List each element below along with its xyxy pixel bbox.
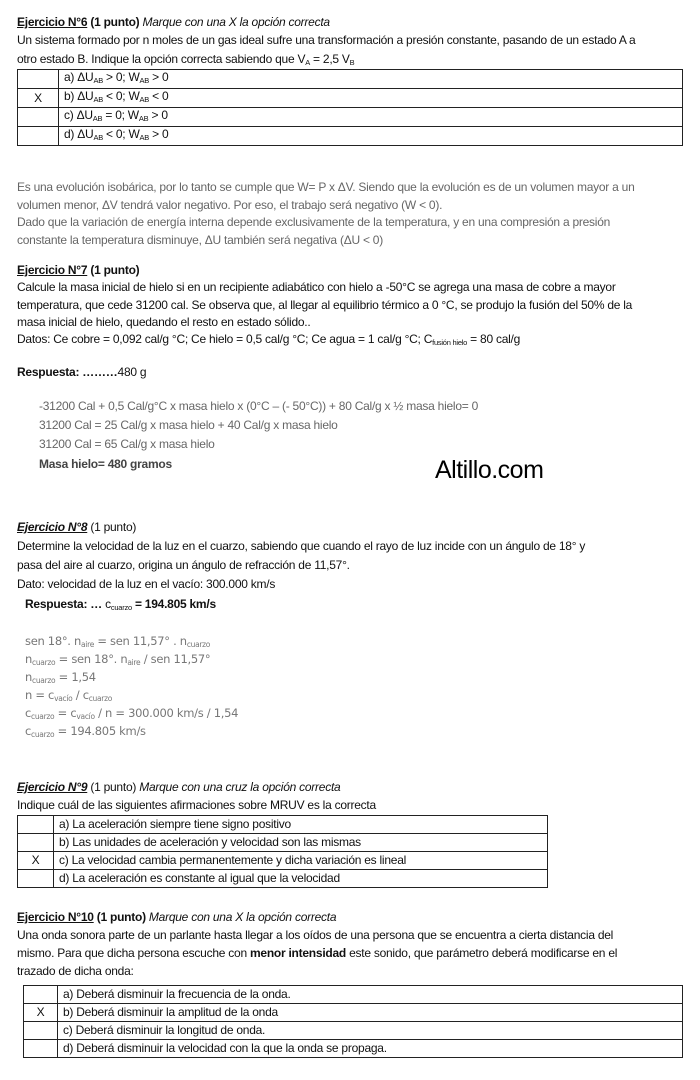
text-segment: > 0; W — [102, 70, 140, 84]
exercise-7-calc-line — [39, 417, 338, 433]
exercise-8-calc-line — [25, 723, 146, 743]
exercise-8-calc-line — [25, 669, 96, 689]
text-segment: c — [25, 706, 32, 720]
option-row — [24, 1004, 683, 1022]
exercise-7-statement — [17, 279, 616, 295]
option-row — [18, 127, 683, 146]
answer-mark-cell[interactable] — [24, 986, 58, 1004]
subscript: aire — [81, 640, 95, 649]
exercise-6-options-table — [17, 69, 683, 146]
text-segment: = 194.805 km/s — [131, 597, 216, 611]
exercise-8-data — [17, 576, 275, 592]
exercise-8-statement — [17, 538, 585, 554]
text-segment: Un sistema formado por n moles de un gas ideal sufre una transformación a presión constante, pasando de un estado A a — [17, 33, 636, 47]
subscript: aire — [127, 658, 141, 667]
text-segment: / n = 300.000 km/s / 1,54 — [94, 706, 239, 720]
exercise-8-answer — [25, 596, 216, 616]
option-text-cell — [59, 127, 683, 146]
subscript: AB — [139, 76, 150, 85]
text-segment: c) Deberá disminuir la longitud de onda. — [63, 1023, 266, 1037]
option-text-cell — [59, 89, 683, 108]
text-segment: Masa hielo= 480 gramos — [39, 457, 172, 471]
exercise-7-heading — [17, 262, 139, 278]
subscript: AB — [92, 114, 103, 123]
text-segment: = sen 11,57° . n — [94, 634, 187, 648]
exercise-7-calc-line — [39, 436, 215, 452]
exercise-8-heading — [17, 519, 136, 535]
exercise-7-result — [39, 456, 172, 472]
answer-mark-cell[interactable] — [24, 1040, 58, 1058]
text-segment: (1 punto) — [87, 15, 143, 29]
option-row — [24, 1022, 683, 1040]
text-segment: = 0; W — [102, 108, 139, 122]
text-segment: n = c — [25, 688, 55, 702]
text-segment: 31200 Cal = 65 Cal/g x masa hielo — [39, 437, 215, 451]
subscript: cuarzo — [88, 694, 113, 703]
exercise-7-answer — [17, 364, 146, 380]
text-segment: Calcule la masa inicial de hielo si en un recipiente adiabático con hielo a -50°C se agrega una masa de cobre a mayor — [17, 280, 616, 294]
exercise-6-explanation — [17, 214, 610, 230]
watermark: Altillo.com — [435, 456, 544, 484]
text-segment: (1 punto) — [87, 263, 140, 277]
option-text-cell — [59, 108, 683, 127]
exercise-10-statement — [17, 945, 617, 961]
text-segment: / sen 11,57° — [140, 652, 211, 666]
text-segment: = 80 cal/g — [467, 332, 521, 346]
option-text-cell — [58, 1022, 683, 1040]
subscript: cuarzo — [31, 712, 55, 721]
text-segment: Determine la velocidad de la luz en el cuarzo, sabiendo que cuando el rayo de luz incide con un ángulo de 18° y — [17, 539, 586, 553]
answer-mark-cell[interactable]: X — [18, 852, 54, 870]
exercise-8-statement — [17, 557, 350, 573]
option-text-cell — [54, 870, 548, 888]
text-segment: Es una evolución isobárica, por lo tanto se cumple que W= P x ΔV. Siendo que la evolución es de un volumen mayor a un — [17, 180, 635, 194]
subscript: AB — [93, 95, 103, 104]
text-segment: < 0 — [149, 89, 169, 103]
subscript: AB — [139, 133, 150, 142]
text-segment: 31200 Cal = 25 Cal/g x masa hielo + 40 Cal/g x masa hielo — [39, 418, 338, 432]
text-segment: este sonido, que parámetro deberá modificarse en el — [345, 946, 618, 960]
exercise-10-statement — [17, 927, 613, 943]
text-segment: < 0; W — [102, 127, 140, 141]
text-segment: b) ΔU — [64, 89, 94, 103]
text-segment: b) Las unidades de aceleración y velocidad son las mismas — [59, 835, 361, 849]
exercise-10-heading — [17, 909, 336, 925]
option-row — [18, 89, 683, 108]
text-segment: mismo. Para que dicha persona escuche con — [17, 946, 250, 960]
text-segment: d) Deberá disminuir la velocidad con la que la onda se propaga. — [63, 1041, 387, 1055]
option-text-cell — [58, 986, 683, 1004]
text-segment: temperatura, que cede 31200 cal. Se observa que, al llegar al equilibrio térmico a 0 °C, se produjo la fusión del 50% de la — [17, 298, 633, 312]
text-segment: Marque con una cruz la opción correcta — [139, 780, 341, 794]
option-row — [24, 986, 683, 1004]
option-text-cell — [54, 852, 548, 870]
subscript: vacío — [54, 694, 73, 703]
text-segment: Respuesta: … — [25, 597, 106, 611]
text-segment: Ejercicio N°6 — [17, 15, 88, 29]
exercise-8-calc-line — [25, 651, 210, 671]
text-segment: (1 punto) — [87, 780, 140, 794]
text-segment: Datos: Ce cobre = 0,092 cal/g °C; Ce hielo = 0,5 cal/g °C; Ce agua = 1 cal/g °C; C — [17, 332, 433, 346]
text-segment: > 0 — [149, 127, 169, 141]
subscript: AB — [93, 133, 103, 142]
exercise-7-calc-line — [39, 398, 478, 414]
exercise-6-explanation — [17, 232, 383, 248]
text-segment: (1 punto) — [87, 520, 137, 534]
subscript: AB — [138, 114, 149, 123]
option-row — [18, 834, 548, 852]
text-segment: > 0 — [148, 108, 168, 122]
answer-mark-cell[interactable] — [18, 834, 54, 852]
exercise-8-calc-line — [25, 687, 112, 707]
exercise-6-explanation — [17, 197, 442, 213]
text-segment: c) La velocidad cambia permanentemente y dicha variación es lineal — [59, 853, 407, 867]
option-row — [18, 816, 548, 834]
text-segment: a) La aceleración siempre tiene signo positivo — [59, 817, 291, 831]
text-segment: d) ΔU — [64, 127, 94, 141]
subscript: cuarzo — [32, 658, 56, 667]
text-segment: c) ΔU — [64, 108, 93, 122]
exercise-7-statement — [17, 314, 310, 330]
subscript: vacío — [76, 712, 95, 721]
text-segment: > 0 — [149, 70, 169, 84]
text-segment: menor intensidad — [249, 946, 346, 960]
option-row — [18, 852, 548, 870]
exercise-8-calc-line — [25, 633, 210, 653]
exercise-6-explanation — [17, 179, 635, 195]
text-segment: Dado que la variación de energía interna depende exclusivamente de la temperatura, y en una compresión a presión — [17, 215, 611, 229]
text-segment: n — [25, 670, 32, 684]
text-segment: = 194.805 km/s — [54, 724, 146, 738]
option-text-cell — [59, 70, 683, 89]
text-segment: n — [25, 652, 32, 666]
text-segment: a) ΔU — [64, 70, 94, 84]
text-segment: pasa del aire al cuarzo, origina un ángulo de refracción de 11,57°. — [17, 558, 350, 572]
option-text-cell — [58, 1040, 683, 1058]
text-segment: Respuesta: ……… — [17, 365, 118, 379]
option-row — [24, 1040, 683, 1058]
text-segment: < 0; W — [102, 89, 140, 103]
text-segment: constante la temperatura disminuye, ΔU también será negativa (ΔU < 0) — [17, 233, 383, 247]
text-segment: c — [105, 597, 111, 611]
option-text-cell — [54, 816, 548, 834]
text-segment: b) Deberá disminuir la amplitud de la onda — [63, 1005, 278, 1019]
exercise-8-calc-line — [25, 705, 238, 725]
exercise-9-options-table — [17, 815, 548, 888]
text-segment: Marque con una X la opción correcta — [142, 15, 330, 29]
option-row — [18, 70, 683, 89]
subscript: cuarzo — [32, 676, 56, 685]
exercise-7-data — [17, 331, 520, 351]
subscript: AB — [139, 95, 150, 104]
subscript: fusión hielo — [432, 338, 468, 347]
exercise-10-statement — [17, 963, 134, 979]
text-segment: = sen 18°. n — [55, 652, 128, 666]
exercise-9-statement — [17, 797, 376, 813]
exercise-6-statement — [17, 32, 635, 48]
text-segment: trazado de dicha onda: — [17, 964, 134, 978]
text-segment: (1 punto) — [93, 910, 149, 924]
exercise-6-statement — [17, 51, 354, 71]
text-segment: masa inicial de hielo, quedando el resto en estado sólido.. — [17, 315, 311, 329]
text-segment: Ejercicio N°7 — [17, 263, 88, 277]
text-segment: Ejercicio N°10 — [17, 910, 94, 924]
exercise-6-heading — [17, 14, 330, 30]
text-segment: Ejercicio N°9 — [17, 780, 88, 794]
text-segment: volumen menor, ΔV tendrá valor negativo. Por eso, el trabajo será negativo (W < 0). — [17, 198, 443, 212]
text-segment: 480 g — [117, 365, 147, 379]
answer-mark-cell[interactable] — [18, 70, 59, 89]
text-segment: Indique cuál de las siguientes afirmaciones sobre MRUV es la correcta — [17, 798, 376, 812]
text-segment: Una onda sonora parte de un parlante hasta llegar a los oídos de una persona que se encuentra a cierta distancia del — [17, 928, 614, 942]
text-segment: = 1,54 — [55, 670, 96, 684]
exercise-9-heading — [17, 779, 340, 795]
text-segment: d) La aceleración es constante al igual que la velocidad — [59, 871, 340, 885]
answer-mark-cell[interactable]: X — [24, 1004, 58, 1022]
subscript: cuarzo — [186, 640, 211, 649]
exercise-10-options-table — [23, 985, 683, 1058]
option-text-cell — [58, 1004, 683, 1022]
answer-mark-cell[interactable]: X — [18, 89, 59, 108]
subscript: cuarzo — [110, 603, 132, 612]
subscript: B — [349, 58, 355, 67]
text-segment: c — [25, 724, 32, 738]
subscript: A — [305, 58, 310, 67]
text-segment: = 2,5 V — [309, 52, 350, 66]
answer-mark-cell[interactable] — [18, 108, 59, 127]
exercise-7-statement — [17, 297, 632, 313]
text-segment: sen 18°. n — [25, 634, 81, 648]
answer-mark-cell[interactable] — [18, 127, 59, 146]
answer-mark-cell[interactable] — [18, 816, 54, 834]
text-segment: Dato: velocidad de la luz en el vacío: 300.000 km/s — [17, 577, 276, 591]
text-segment: otro estado B. Indique la opción correcta sabiendo que V — [17, 52, 306, 66]
option-row — [18, 870, 548, 888]
answer-mark-cell[interactable] — [18, 870, 54, 888]
text-segment: = c — [54, 706, 77, 720]
answer-mark-cell[interactable] — [24, 1022, 58, 1040]
option-text-cell — [54, 834, 548, 852]
text-segment: -31200 Cal + 0,5 Cal/g°C x masa hielo x (0°C – (- 50°C)) + 80 Cal/g x ½ masa hielo= 0 — [39, 399, 479, 413]
text-segment: a) Deberá disminuir la frecuencia de la onda. — [63, 987, 291, 1001]
subscript: AB — [93, 76, 103, 85]
subscript: cuarzo — [31, 730, 55, 739]
text-segment: Marque con una X la opción correcta — [148, 910, 337, 924]
text-segment: / c — [72, 688, 89, 702]
option-row — [18, 108, 683, 127]
text-segment: Ejercicio N°8 — [17, 520, 88, 534]
